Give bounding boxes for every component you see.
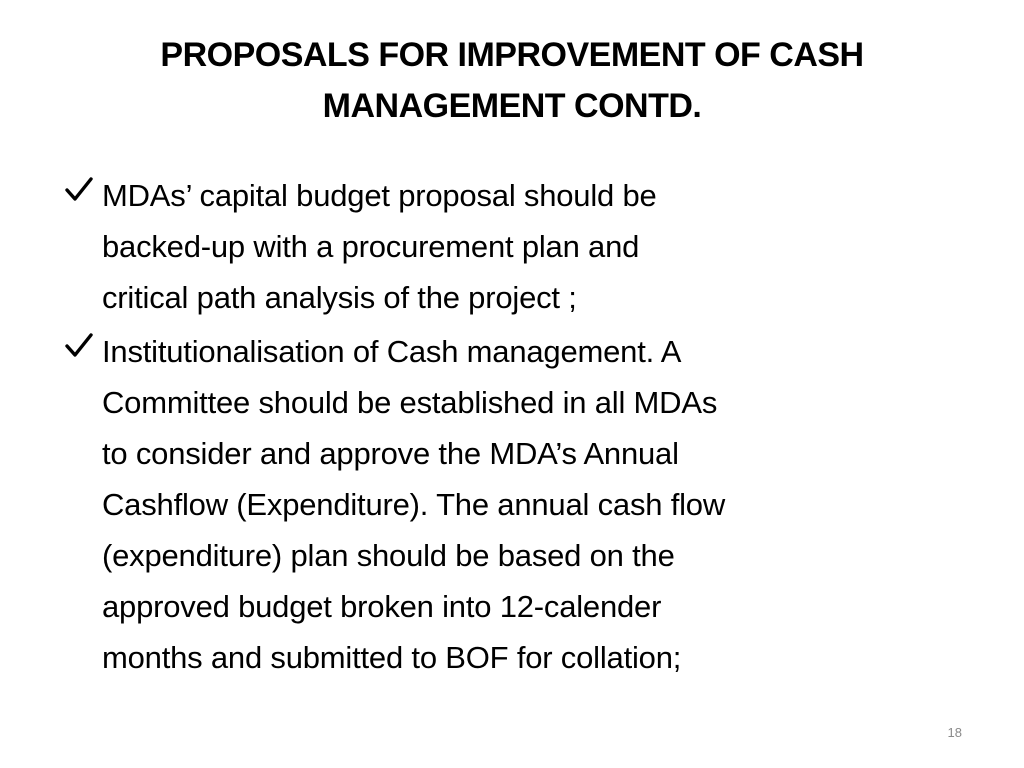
- bullet-item: [62, 326, 962, 683]
- bullet-line: backed-up with a procurement plan and: [102, 229, 640, 264]
- slide-title-line-2: MANAGEMENT CONTD.: [322, 87, 702, 125]
- bullet-item: [62, 170, 962, 323]
- bullet-line: critical path analysis of the project ;: [102, 280, 577, 315]
- page-number: 18: [947, 725, 962, 740]
- bullet-line: to consider and approve the MDA’s Annual: [102, 436, 679, 471]
- bullet-line: approved budget broken into 12-calender: [102, 589, 662, 624]
- bullet-line: months and submitted to BOF for collation;: [102, 640, 682, 675]
- bullet-line: Institutionalisation of Cash management. A: [102, 334, 682, 369]
- bullet-line: Committee should be established in all MDAs: [102, 385, 718, 420]
- bullet-line: Cashflow (Expenditure). The annual cash flow: [102, 487, 726, 522]
- bullet-line: MDAs’ capital budget proposal should be: [102, 178, 657, 213]
- bullet-text: [102, 170, 962, 323]
- bullet-list: [62, 170, 962, 686]
- slide-title: [70, 30, 954, 132]
- checkmark-icon: [64, 330, 94, 360]
- bullet-line: (expenditure) plan should be based on the: [102, 538, 675, 573]
- slide-title-line-1: PROPOSALS FOR IMPROVEMENT OF CASH: [160, 36, 864, 74]
- checkmark-icon: [64, 174, 94, 204]
- bullet-text: [102, 326, 962, 683]
